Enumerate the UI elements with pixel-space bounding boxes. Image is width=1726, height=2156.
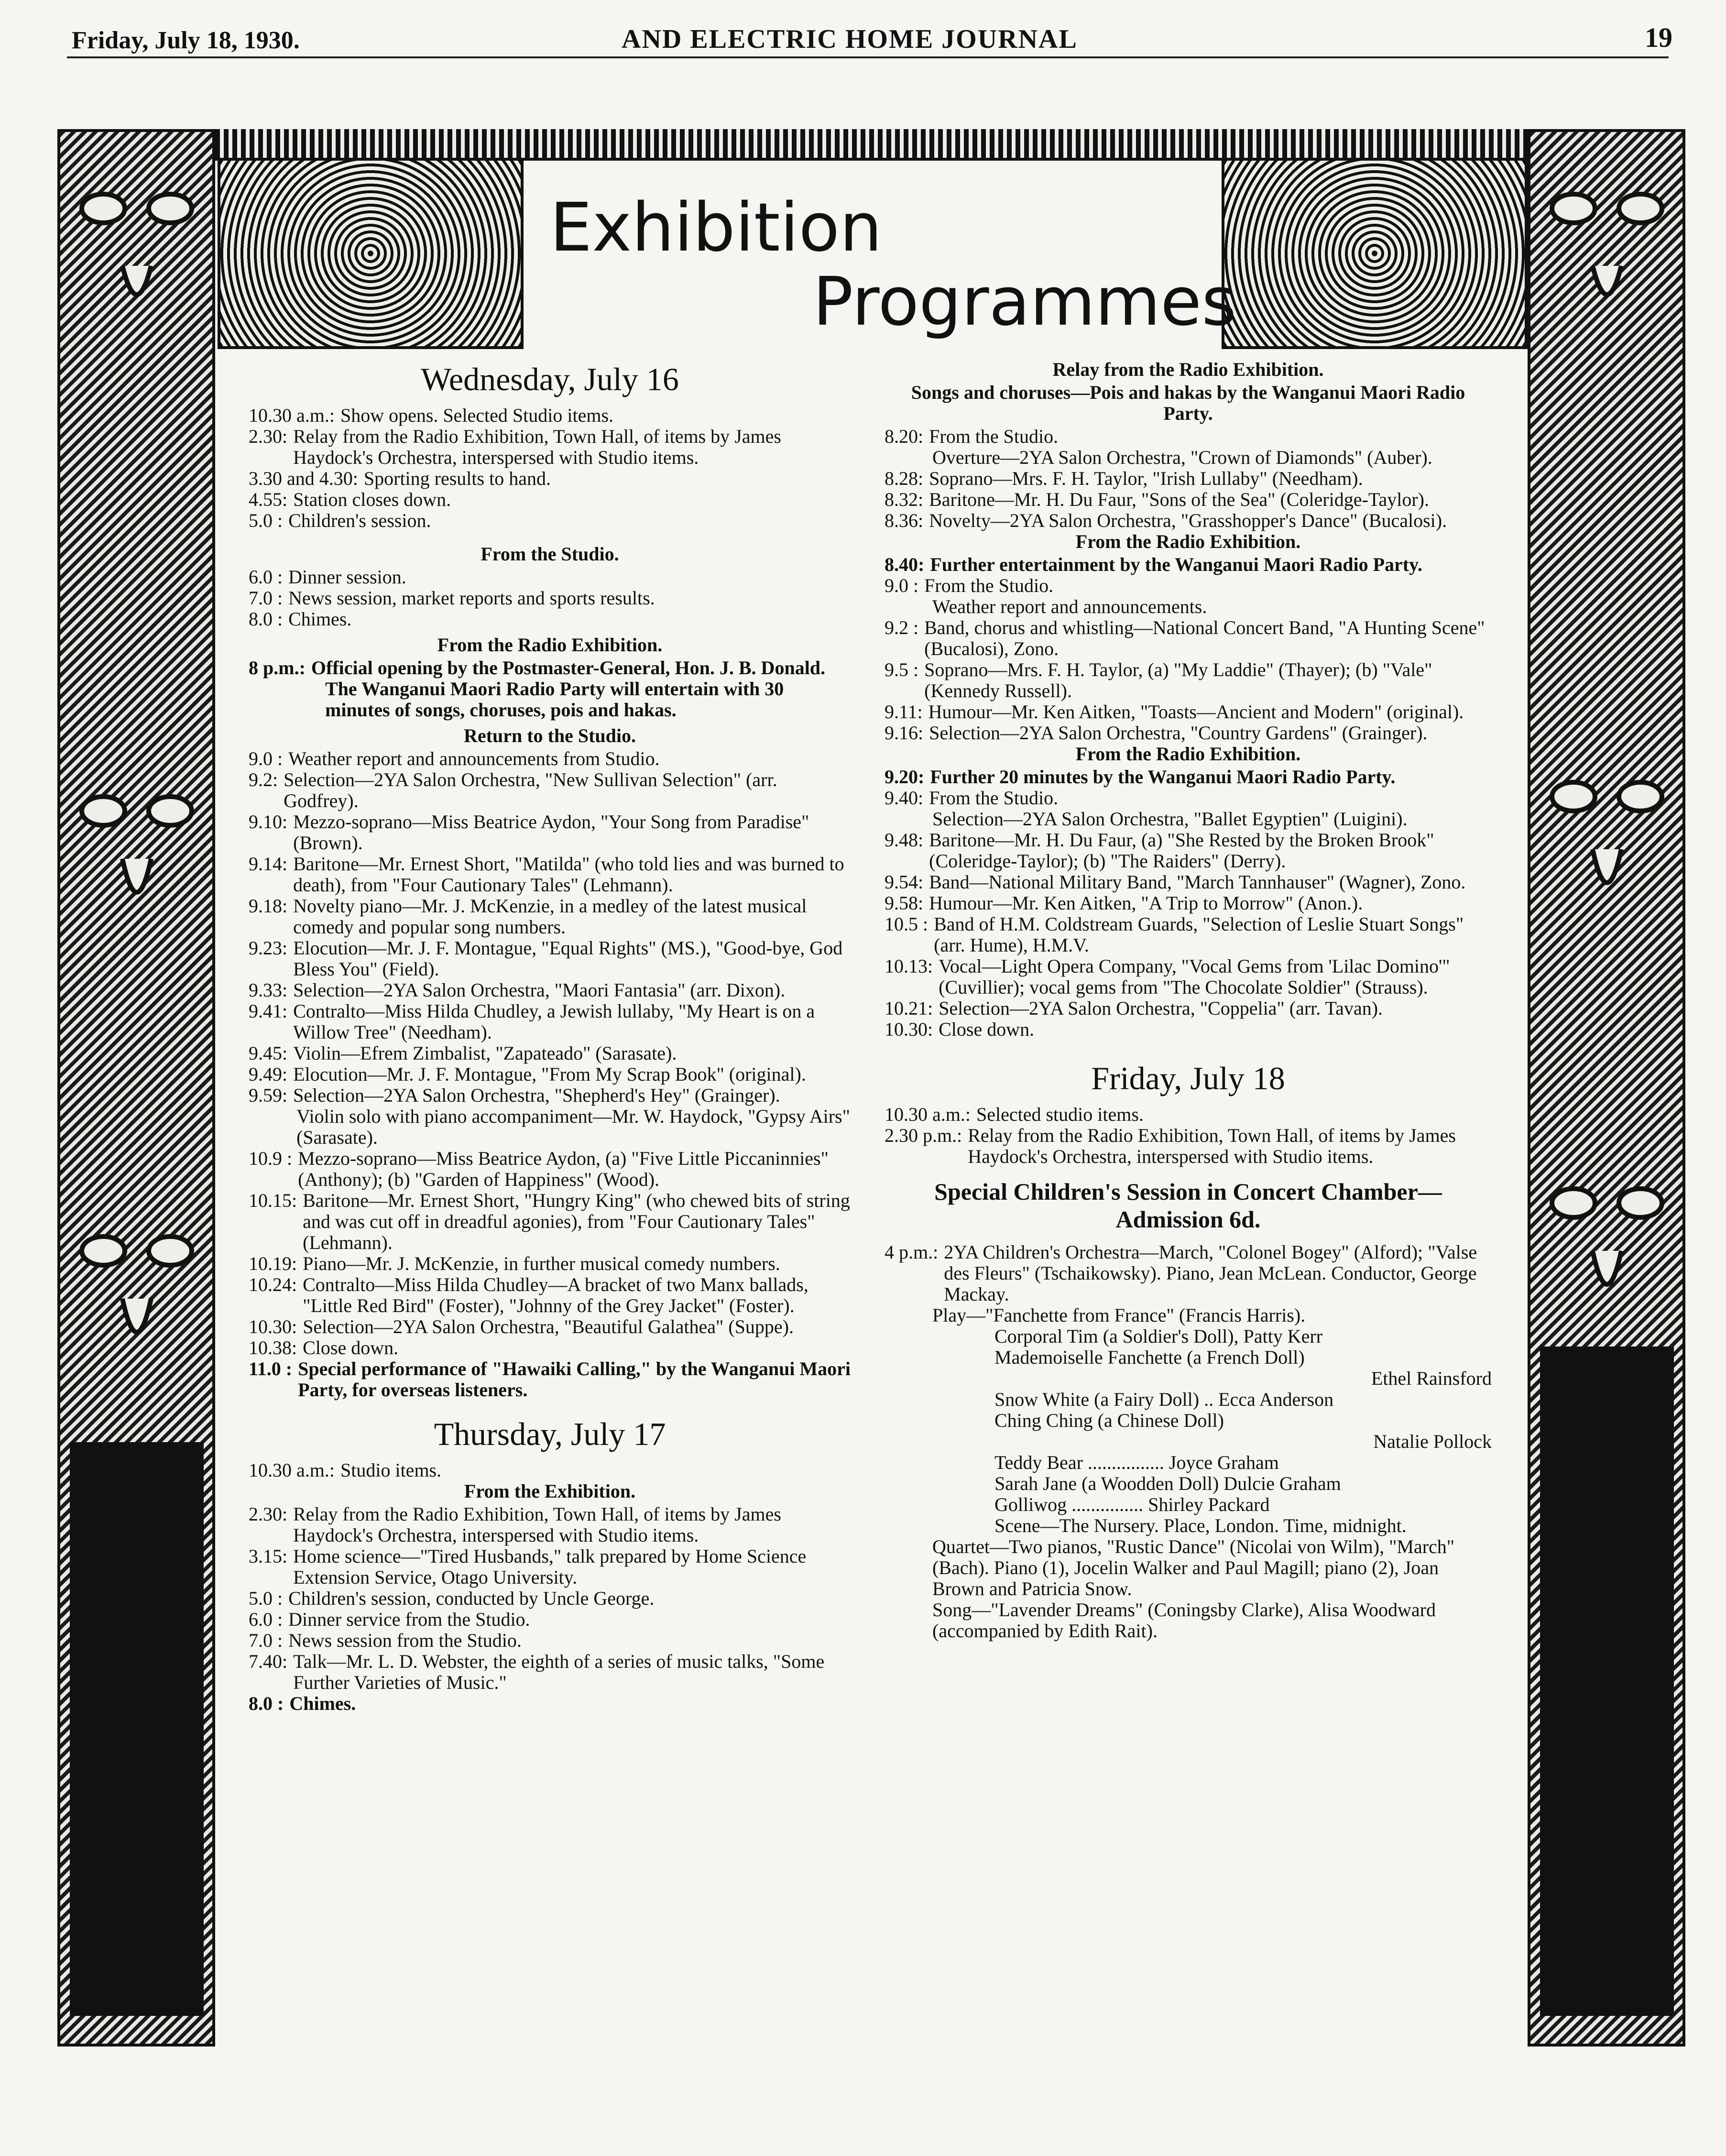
item-desc: Vocal—Light Opera Company, "Vocal Gems from 'Lilac Domino'" (Cuvillier); vocal gems from "The Chocolate Soldier" (Strauss). xyxy=(939,955,1450,998)
wednesday-part4 xyxy=(249,1148,851,1358)
item-desc: Band, chorus and whistling—National Concert Band, "A Hunting Scene" (Bucalosi), Zono. xyxy=(924,617,1485,659)
cast-line: Scene—The Nursery. Place, London. Time, midnight. xyxy=(994,1515,1407,1536)
left-totem-carving-icon xyxy=(70,151,204,2016)
item-desc: Children's session. xyxy=(288,510,431,531)
violin-solo-note: Violin solo with piano accompaniment—Mr. W. Haydock, "Gypsy Airs" (Sarasate). xyxy=(296,1105,850,1148)
list-item xyxy=(885,575,1492,596)
thursday-heading: Thursday, July 17 xyxy=(434,1416,666,1452)
item-desc: Selection—2YA Salon Orchestra, "Beautiful Galathea" (Suppe). xyxy=(303,1316,794,1337)
item-time: 9.2: xyxy=(249,769,278,790)
list-item xyxy=(885,998,1492,1019)
item-desc: Band—National Military Band, "March Tannhauser" (Wagner), Zono. xyxy=(929,871,1466,893)
item-time: 10.21: xyxy=(885,997,933,1019)
list-item xyxy=(249,1253,851,1274)
item-desc: Selected studio items. xyxy=(976,1104,1144,1125)
item-time: 9.10: xyxy=(249,811,288,832)
list-item xyxy=(249,609,851,630)
item-time: 10.30 a.m.: xyxy=(249,405,335,426)
item-desc: Baritone—Mr. H. Du Faur, (a) "She Rested by the Broken Brook" (Coleridge-Taylor); (b) "The Raiders" (Derry). xyxy=(929,829,1434,872)
list-item xyxy=(885,830,1492,872)
list-item xyxy=(885,510,1492,531)
list-item xyxy=(249,1630,851,1651)
list-item xyxy=(249,657,851,679)
item-time: 10.9 : xyxy=(249,1148,293,1169)
list-item xyxy=(885,426,1492,447)
item-time: 8.36: xyxy=(885,510,924,531)
thursday-block2 xyxy=(885,468,1492,531)
item-desc: From the Studio. xyxy=(929,787,1059,809)
item-time: 2.30: xyxy=(249,1503,288,1525)
item-time: 5.0 : xyxy=(249,1587,283,1609)
item-desc: Special performance of "Hawaiki Calling," by the Wanganui Maori Party, for overseas listeners. xyxy=(298,1358,851,1401)
list-item xyxy=(249,405,851,426)
item-desc: Dinner service from the Studio. xyxy=(288,1609,530,1630)
item-time: 9.0 : xyxy=(249,748,283,769)
wednesday-part2 xyxy=(249,567,851,630)
item-desc: Further entertainment by the Wanganui Maori Radio Party. xyxy=(930,554,1422,575)
item-desc: 2YA Children's Orchestra—March, "Colonel Bogey" (Alford); "Valse des Fleurs" (Tschaikowsky). Piano, Jean McLean. Conductor, George Mackay. xyxy=(944,1241,1477,1305)
list-item xyxy=(885,956,1492,998)
list-item xyxy=(249,980,851,1001)
list-item xyxy=(249,1274,851,1316)
item-time: 9.59: xyxy=(249,1084,288,1106)
item-time: 9.45: xyxy=(249,1042,288,1064)
item-time: 4 p.m.: xyxy=(885,1241,939,1263)
list-item xyxy=(249,468,851,489)
page-title-line2: Programmes xyxy=(813,263,1237,341)
item-time: 8.0 : xyxy=(249,608,283,630)
item-desc: Station closes down. xyxy=(293,489,451,510)
cast-line: Natalie Pollock xyxy=(1373,1431,1492,1452)
list-item xyxy=(249,567,851,588)
list-item xyxy=(885,788,1492,809)
item-desc: Elocution—Mr. J. F. Montague, "Equal Rights" (MS.), "Good-bye, God Bless You" (Field). xyxy=(293,937,843,980)
item-time: 9.49: xyxy=(249,1063,288,1085)
item-desc: Close down. xyxy=(303,1337,399,1358)
item-time: 8 p.m.: xyxy=(249,657,306,679)
quartet-note: Quartet—Two pianos, "Rustic Dance" (Nicolai von Wilm), "March" (Bach). Piano (1), Jocelin Walker and Paul Magill; piano (2), Joan Brown and Patricia Snow. xyxy=(932,1536,1455,1599)
list-item xyxy=(249,588,851,609)
item-desc: Studio items. xyxy=(340,1459,442,1481)
cast-line: Mademoiselle Fanchette (a French Doll) xyxy=(994,1346,1305,1368)
list-item xyxy=(885,701,1492,722)
section-subheading: Relay from the Radio Exhibition. xyxy=(1052,359,1324,380)
list-item xyxy=(249,1609,851,1630)
item-desc: Band of H.M. Coldstream Guards, "Selection of Leslie Stuart Songs" (arr. Hume), H.M.V. xyxy=(934,913,1464,956)
list-item xyxy=(885,1104,1492,1125)
list-item xyxy=(249,748,851,769)
list-item xyxy=(249,510,851,531)
item-desc: Soprano—Mrs. F. H. Taylor, (a) "My Laddie" (Thayer); (b) "Vale" (Kennedy Russell). xyxy=(924,659,1432,701)
list-item xyxy=(249,1043,851,1064)
left-column xyxy=(249,356,851,1714)
item-desc: Violin—Efrem Zimbalist, "Zapateado" (Sarasate). xyxy=(293,1042,677,1064)
list-item xyxy=(885,489,1492,510)
cast-line: Teddy Bear ................ Joyce Graham xyxy=(994,1452,1279,1473)
overture-note: Overture—2YA Salon Orchestra, "Crown of Diamonds" (Auber). xyxy=(932,447,1432,468)
item-desc: Home science—"Tired Husbands," talk prepared by Home Science Extension Service, Otago University. xyxy=(293,1545,807,1588)
item-time: 9.0 : xyxy=(885,575,919,596)
item-time: 8.20: xyxy=(885,426,924,447)
item-time: 10.38: xyxy=(249,1337,297,1358)
header-date: Friday, July 18, 1930. xyxy=(72,27,300,54)
item-desc: Official opening by the Postmaster-General, Hon. J. B. Donald. xyxy=(311,657,826,679)
cast-line: Sarah Jane (a Woodden Doll) Dulcie Graham xyxy=(994,1473,1341,1494)
cast-line: Ching Ching (a Chinese Doll) xyxy=(994,1410,1224,1431)
friday-heading: Friday, July 18 xyxy=(1091,1060,1285,1096)
header-journal: AND ELECTRIC HOME JOURNAL xyxy=(622,24,1078,54)
item-time: 9.54: xyxy=(885,871,924,893)
list-item xyxy=(249,1337,851,1358)
cast-line: Golliwog ............... Shirley Packard xyxy=(994,1494,1270,1515)
list-item xyxy=(885,659,1492,701)
item-desc: News session from the Studio. xyxy=(288,1630,522,1651)
item-desc: Mezzo-soprano—Miss Beatrice Aydon, "Your Song from Paradise" (Brown). xyxy=(293,811,809,854)
list-item xyxy=(249,1546,851,1588)
item-time: 7.0 : xyxy=(249,587,283,609)
item-desc: Baritone—Mr. Ernest Short, "Hungry King" (who chewed bits of string and was cut off in dreadful agonies), from "Four Cautionary Tales" (Lehmann). xyxy=(303,1190,850,1253)
item-time: 9.18: xyxy=(249,895,288,917)
item-time: 4.55: xyxy=(249,489,288,510)
list-item xyxy=(249,489,851,510)
wednesday-heading: Wednesday, July 16 xyxy=(421,361,679,397)
section-subheading: Return to the Studio. xyxy=(463,725,636,746)
play-note: Play—"Fanchette from France" (Francis Harris). xyxy=(932,1304,1306,1326)
item-desc: Selection—2YA Salon Orchestra, "New Sullivan Selection" (arr. Godfrey). xyxy=(284,769,777,811)
list-item xyxy=(249,1316,851,1337)
item-desc: Novelty—2YA Salon Orchestra, "Grasshopper's Dance" (Bucalosi). xyxy=(929,510,1447,531)
item-desc: Contralto—Miss Hilda Chudley—A bracket of two Manx ballads, "Little Red Bird" (Foster), "Johnny of the Grey Jacket" (Foster). xyxy=(303,1274,808,1316)
item-time: 11.0 : xyxy=(249,1358,293,1379)
item-time: 8.28: xyxy=(885,468,924,489)
item-desc: Weather report and announcements from Studio. xyxy=(288,748,660,769)
item-desc: Further 20 minutes by the Wanganui Maori Radio Party. xyxy=(930,766,1396,788)
item-desc: Sporting results to hand. xyxy=(363,468,551,489)
item-desc: Selection—2YA Salon Orchestra, "Maori Fantasia" (arr. Dixon). xyxy=(293,979,786,1001)
right-totem-border xyxy=(1528,129,1685,2047)
list-item xyxy=(249,1064,851,1085)
right-maori-mask-icon xyxy=(1222,158,1528,349)
item-desc: Selection—2YA Salon Orchestra, "Country Gardens" (Grainger). xyxy=(929,722,1428,744)
item-time: 9.41: xyxy=(249,1000,288,1022)
item-desc: Selection—2YA Salon Orchestra, "Coppelia" (arr. Tavan). xyxy=(939,997,1383,1019)
item-desc: Novelty piano—Mr. J. McKenzie, in a medley of the latest musical comedy and popular song numbers. xyxy=(293,895,807,938)
item-time: 10.24: xyxy=(249,1274,297,1295)
item-time: 10.13: xyxy=(885,955,933,977)
right-column xyxy=(885,356,1492,1642)
item-time: 5.0 : xyxy=(249,510,283,531)
cast-line: Ethel Rainsford xyxy=(1371,1368,1492,1389)
item-time: 2.30 p.m.: xyxy=(885,1125,962,1146)
item-desc: From the Studio. xyxy=(924,575,1054,596)
item-time: 10.30: xyxy=(249,1316,297,1337)
item-time: 10.19: xyxy=(249,1253,297,1274)
cast-line: Snow White (a Fairy Doll) .. Ecca Anderson xyxy=(994,1389,1334,1410)
list-item xyxy=(885,766,1492,788)
item-time: 3.15: xyxy=(249,1545,288,1567)
ballet-note: Selection—2YA Salon Orchestra, "Ballet Egyptien" (Luigini). xyxy=(932,808,1408,830)
section-subheading: From the Radio Exhibition. xyxy=(1075,531,1301,552)
cast-list xyxy=(885,1326,1492,1536)
left-maori-mask-icon xyxy=(218,158,524,349)
item-time: 10.30 a.m.: xyxy=(249,1459,335,1481)
right-totem-carving-icon xyxy=(1540,151,1674,2016)
page-title-line1: Exhibition xyxy=(550,189,882,267)
item-time: 10.15: xyxy=(249,1190,297,1211)
item-desc: Close down. xyxy=(939,1018,1035,1040)
thursday-block6 xyxy=(885,830,1492,1040)
section-subheading: Songs and choruses—Pois and hakas by the Wanganui Maori Radio Party. xyxy=(911,382,1465,424)
item-desc: Relay from the Radio Exhibition, Town Hall, of items by James Haydock's Orchestra, interspersed with Studio items. xyxy=(293,426,781,468)
item-desc: Piano—Mr. J. McKenzie, in further musical comedy numbers. xyxy=(303,1253,780,1274)
song-note: Song—"Lavender Dreams" (Coningsby Clarke), Alisa Woodward (accompanied by Edith Rait). xyxy=(932,1599,1436,1642)
cast-line: Corporal Tim (a Soldier's Doll), Patty Kerr xyxy=(994,1325,1323,1347)
item-desc: Children's session, conducted by Uncle George. xyxy=(288,1587,655,1609)
page-header xyxy=(0,0,1726,72)
item-desc: Selection—2YA Salon Orchestra, "Shepherd's Hey" (Grainger). xyxy=(293,1084,780,1106)
item-desc: News session, market reports and sports results. xyxy=(288,587,655,609)
list-item xyxy=(249,1588,851,1609)
item-time: 10.30: xyxy=(885,1018,933,1040)
item-desc: Chimes. xyxy=(288,608,352,630)
item-desc: Humour—Mr. Ken Aitken, "Toasts—Ancient and Modern" (original). xyxy=(928,701,1464,722)
list-item xyxy=(885,722,1492,744)
item-time: 9.33: xyxy=(249,979,288,1001)
top-decorative-band xyxy=(215,129,1528,161)
list-item xyxy=(249,1190,851,1253)
item-time: 9.58: xyxy=(885,892,924,914)
item-desc: Baritone—Mr. Ernest Short, "Matilda" (who told lies and was burned to death), from "Four Cautionary Tales" (Lehmann). xyxy=(293,853,844,896)
list-item xyxy=(249,1460,851,1481)
item-desc: Talk—Mr. L. D. Webster, the eighth of a series of music talks, "Some Further Varieties of Music." xyxy=(293,1651,825,1693)
list-item xyxy=(885,468,1492,489)
list-item xyxy=(249,1504,851,1546)
item-time: 6.0 : xyxy=(249,1609,283,1630)
item-desc: Humour—Mr. Ken Aitken, "A Trip to Morrow" (Anon.). xyxy=(929,892,1363,914)
item-time: 9.14: xyxy=(249,853,288,875)
section-subheading: From the Radio Exhibition. xyxy=(437,634,663,656)
item-time: 8.0 : xyxy=(249,1693,284,1714)
item-desc: Relay from the Radio Exhibition, Town Hall, of items by James Haydock's Orchestra, interspersed with Studio items. xyxy=(293,1503,781,1546)
left-totem-border xyxy=(57,129,215,2047)
item-time: 8.40: xyxy=(885,554,925,575)
list-item xyxy=(249,1001,851,1043)
list-item xyxy=(249,854,851,896)
thursday-items xyxy=(249,1504,851,1693)
section-subheading: From the Exhibition. xyxy=(464,1480,636,1502)
item-time: 2.30: xyxy=(249,426,288,447)
list-item xyxy=(249,1085,851,1106)
item-desc: Soprano—Mrs. F. H. Taylor, "Irish Lullaby" (Needham). xyxy=(929,468,1363,489)
list-item xyxy=(885,1019,1492,1040)
item-desc: Chimes. xyxy=(289,1693,356,1714)
list-item xyxy=(249,1651,851,1693)
maori-party-note: The Wanganui Maori Radio Party will entertain with 30 minutes of songs, choruses, pois and hakas. xyxy=(325,678,784,721)
list-item xyxy=(885,617,1492,659)
item-desc: Elocution—Mr. J. F. Montague, "From My Scrap Book" (original). xyxy=(293,1063,806,1085)
item-desc: Show opens. Selected Studio items. xyxy=(340,405,614,426)
item-time: 7.40: xyxy=(249,1651,288,1672)
item-time: 3.30 and 4.30: xyxy=(249,468,358,489)
thursday-block4 xyxy=(885,617,1492,744)
item-time: 9.16: xyxy=(885,722,924,744)
item-time: 9.5 : xyxy=(885,659,919,680)
item-time: 8.32: xyxy=(885,489,924,510)
item-time: 9.40: xyxy=(885,787,924,809)
list-item xyxy=(885,1125,1492,1167)
list-item xyxy=(249,1148,851,1190)
item-desc: Relay from the Radio Exhibition, Town Hall, of items by James Haydock's Orchestra, interspersed with Studio items. xyxy=(968,1125,1456,1167)
wednesday-part3 xyxy=(249,748,851,1106)
list-item xyxy=(249,426,851,468)
list-item xyxy=(249,896,851,938)
section-subheading: From the Radio Exhibition. xyxy=(1075,743,1301,765)
item-desc: Mezzo-soprano—Miss Beatrice Aydon, (a) "Five Little Piccaninnies" (Anthony); (b) "Garden of Happiness" (Wood). xyxy=(298,1148,829,1190)
list-item xyxy=(885,893,1492,914)
section-subheading: From the Studio. xyxy=(481,543,619,565)
special-session-heading: Special Children's Session in Concert Chamber—Admission 6d. xyxy=(934,1178,1442,1233)
header-rule xyxy=(67,56,1669,58)
item-time: 10.30 a.m.: xyxy=(885,1104,971,1125)
list-item xyxy=(249,769,851,811)
item-time: 9.48: xyxy=(885,829,924,851)
page-number: 19 xyxy=(1645,22,1672,53)
item-time: 6.0 : xyxy=(249,566,283,588)
item-desc: Baritone—Mr. H. Du Faur, "Sons of the Sea" (Coleridge-Taylor). xyxy=(929,489,1429,510)
item-desc: Dinner session. xyxy=(288,566,406,588)
item-time: 9.20: xyxy=(885,766,925,788)
item-time: 9.2 : xyxy=(885,617,919,638)
item-time: 9.23: xyxy=(249,937,288,959)
list-item xyxy=(249,938,851,980)
wednesday-part1 xyxy=(249,405,851,531)
weather-note: Weather report and announcements. xyxy=(932,596,1207,617)
item-time: 10.5 : xyxy=(885,913,929,935)
item-desc: From the Studio. xyxy=(929,426,1059,447)
list-item xyxy=(249,811,851,854)
item-desc: Contralto—Miss Hilda Chudley, a Jewish lullaby, "My Heart is on a Willow Tree" (Needham). xyxy=(293,1000,815,1043)
list-item xyxy=(885,914,1492,956)
list-item xyxy=(885,872,1492,893)
item-time: 9.11: xyxy=(885,701,923,722)
item-time: 7.0 : xyxy=(249,1630,283,1651)
list-item xyxy=(249,1693,851,1714)
list-item xyxy=(885,1242,1492,1305)
list-item xyxy=(249,1358,851,1401)
list-item xyxy=(885,554,1492,575)
